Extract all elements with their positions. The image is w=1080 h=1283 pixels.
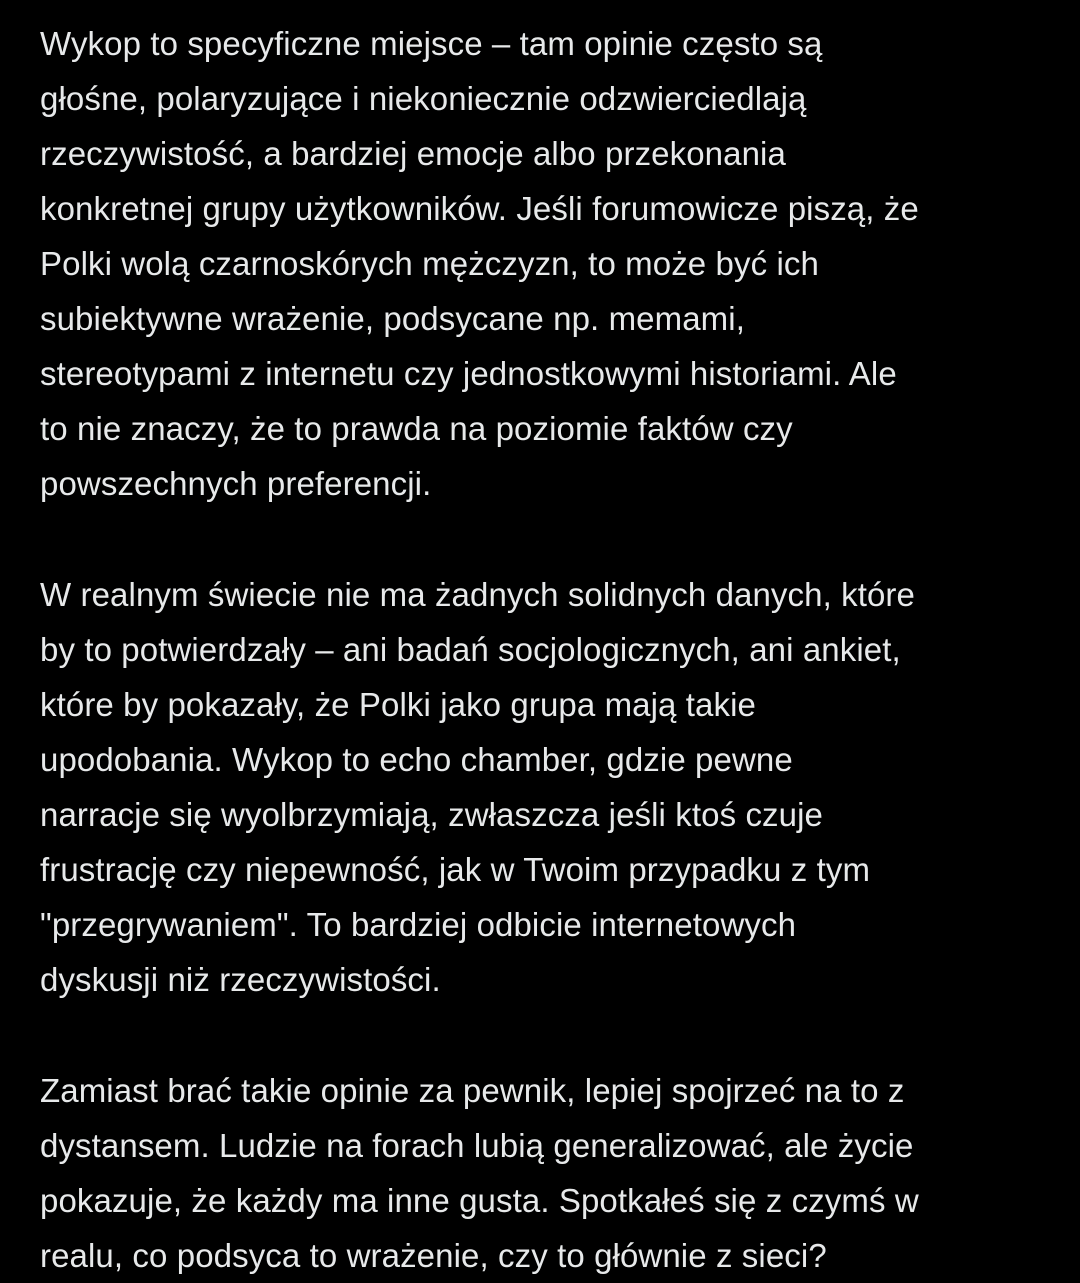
- text-line: Polki wolą czarnoskórych mężczyzn, to może być ich: [40, 245, 819, 282]
- text-line: głośne, polaryzujące i niekoniecznie odzwierciedlają: [40, 80, 807, 117]
- paragraph-3: [40, 1063, 1050, 1283]
- paragraph-1: [40, 16, 1050, 511]
- text-line: Zamiast brać takie opinie za pewnik, lepiej spojrzeć na to z: [40, 1072, 905, 1109]
- text-line: to nie znaczy, że to prawda na poziomie faktów czy: [40, 410, 793, 447]
- text-line: "przegrywaniem". To bardziej odbicie internetowych: [40, 906, 797, 943]
- text-line: stereotypami z internetu czy jednostkowymi historiami. Ale: [40, 355, 897, 392]
- text-line: upodobania. Wykop to echo chamber, gdzie pewne: [40, 741, 793, 778]
- text-line: dyskusji niż rzeczywistości.: [40, 961, 441, 998]
- text-line: realu, co podsyca to wrażenie, czy to głównie z sieci?: [40, 1237, 827, 1274]
- text-line: W realnym świecie nie ma żadnych solidnych danych, które: [40, 576, 915, 613]
- text-line: Wykop to specyficzne miejsce – tam opinie często są: [40, 25, 823, 62]
- paragraph-2: [40, 567, 1050, 1007]
- text-line: subiektywne wrażenie, podsycane np. memami,: [40, 300, 745, 337]
- text-line: frustrację czy niepewność, jak w Twoim przypadku z tym: [40, 851, 871, 888]
- text-line: pokazuje, że każdy ma inne gusta. Spotkałeś się z czymś w: [40, 1182, 919, 1219]
- text-line: konkretnej grupy użytkowników. Jeśli forumowicze piszą, że: [40, 190, 919, 227]
- text-line: dystansem. Ludzie na forach lubią generalizować, ale życie: [40, 1127, 914, 1164]
- text-line: narracje się wyolbrzymiają, zwłaszcza jeśli ktoś czuje: [40, 796, 823, 833]
- text-line: które by pokazały, że Polki jako grupa mają takie: [40, 686, 756, 723]
- text-line: rzeczywistość, a bardziej emocje albo przekonania: [40, 135, 786, 172]
- text-line: powszechnych preferencji.: [40, 465, 432, 502]
- message-body: [40, 16, 1050, 1283]
- text-line: by to potwierdzały – ani badań socjologicznych, ani ankiet,: [40, 631, 901, 668]
